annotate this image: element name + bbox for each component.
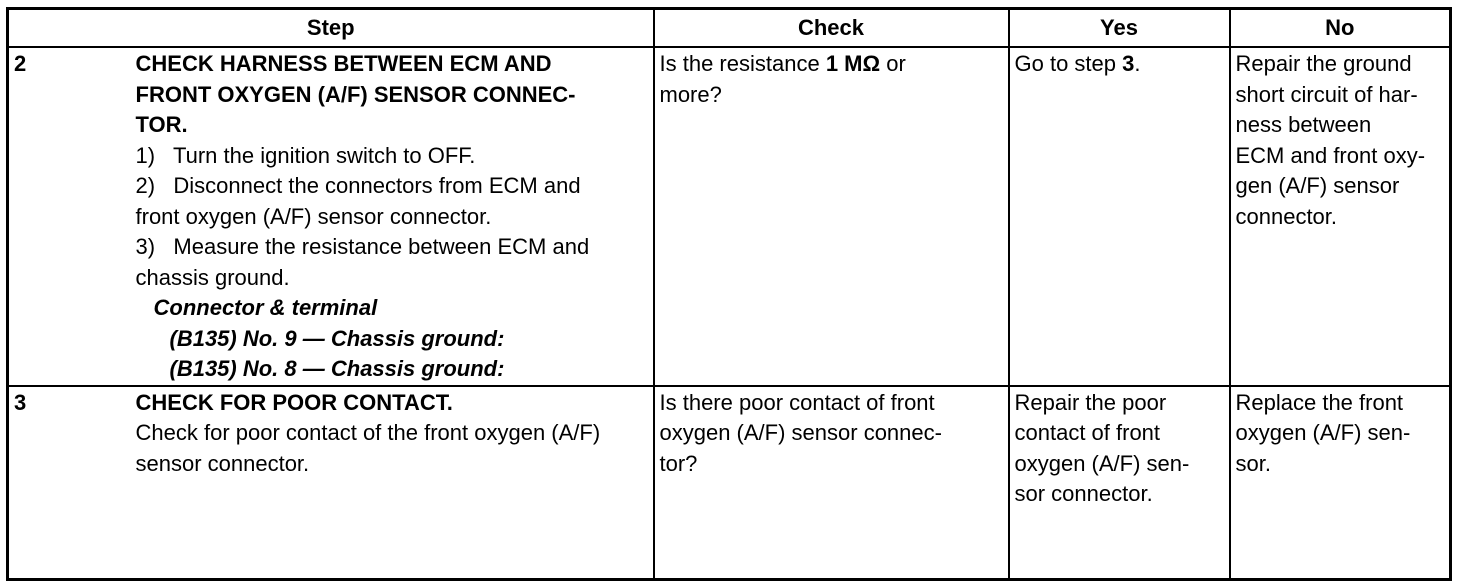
check-cell [654, 47, 1009, 386]
step-instruction: chassis ground. [135, 264, 290, 290]
connector-title: Connector & terminal [153, 295, 378, 320]
no-text-line: Repair the ground [1235, 51, 1412, 76]
check-text-line: oxygen (A/F) sensor connec- [659, 420, 942, 445]
check-text-post: or [880, 51, 906, 76]
no-text-line: sor. [1235, 450, 1271, 476]
step-instruction: 3) Measure the resistance between ECM and [135, 234, 590, 259]
header-no: No [1230, 9, 1451, 48]
step-instruction: front oxygen (A/F) sensor connector. [135, 203, 492, 229]
step-heading-line: FRONT OXYGEN (A/F) SENSOR CONNEC- [135, 81, 576, 107]
connector-item: (B135) No. 9 — Chassis ground: [169, 325, 505, 351]
yes-text-line: sor connector. [1014, 481, 1153, 506]
step-cell [131, 47, 654, 386]
step-number: 2 [8, 47, 131, 386]
step-number: 3 [8, 386, 131, 580]
no-text-line: Replace the front [1235, 389, 1404, 415]
yes-text-line: Repair the poor [1014, 389, 1167, 415]
step-instruction: Check for poor contact of the front oxygen (A/F) [135, 420, 601, 445]
check-text-pre: Is the resistance [659, 51, 826, 76]
no-text-line: ness between [1235, 112, 1372, 137]
connector-item: (B135) No. 8 — Chassis ground: [169, 356, 505, 381]
step-instruction: 1) Turn the ignition switch to OFF. [135, 142, 476, 168]
check-text-line: tor? [659, 450, 698, 476]
no-text-line: oxygen (A/F) sen- [1235, 420, 1411, 445]
yes-text-pre: Go to step [1014, 51, 1123, 76]
check-text-line: more? [659, 81, 722, 107]
check-cell [654, 386, 1009, 580]
step-instruction: 2) Disconnect the connectors from ECM and [135, 173, 581, 198]
step-heading-line: TOR. [135, 112, 188, 137]
check-value: 1 MΩ [825, 51, 881, 76]
table-row [8, 386, 1451, 580]
header-check: Check [654, 9, 1009, 48]
yes-cell [1009, 386, 1230, 580]
header-step: Step [8, 9, 654, 48]
header-row [8, 9, 1451, 48]
step-cell [131, 386, 654, 580]
no-cell [1230, 47, 1451, 386]
diagnostic-table [6, 7, 1452, 581]
yes-cell [1009, 47, 1230, 386]
yes-text [1015, 49, 1224, 80]
check-text [660, 49, 1003, 80]
no-text-line: short circuit of har- [1235, 81, 1418, 107]
no-text-line: connector. [1235, 203, 1338, 229]
yes-text-line: contact of front [1014, 420, 1161, 445]
yes-step-ref: 3 [1122, 51, 1135, 76]
step-heading-line: CHECK HARNESS BETWEEN ECM AND [135, 51, 552, 76]
no-text-line: ECM and front oxy- [1235, 142, 1426, 168]
table-row [8, 47, 1451, 386]
no-cell [1230, 386, 1451, 580]
step-heading-line: CHECK FOR POOR CONTACT. [135, 389, 453, 415]
header-yes: Yes [1009, 9, 1230, 48]
no-text-line: gen (A/F) sensor [1235, 173, 1400, 198]
yes-text-line: oxygen (A/F) sen- [1014, 450, 1190, 476]
check-text-line: Is there poor contact of front [659, 389, 935, 415]
yes-text-post: . [1134, 51, 1141, 76]
step-instruction: sensor connector. [135, 450, 310, 476]
